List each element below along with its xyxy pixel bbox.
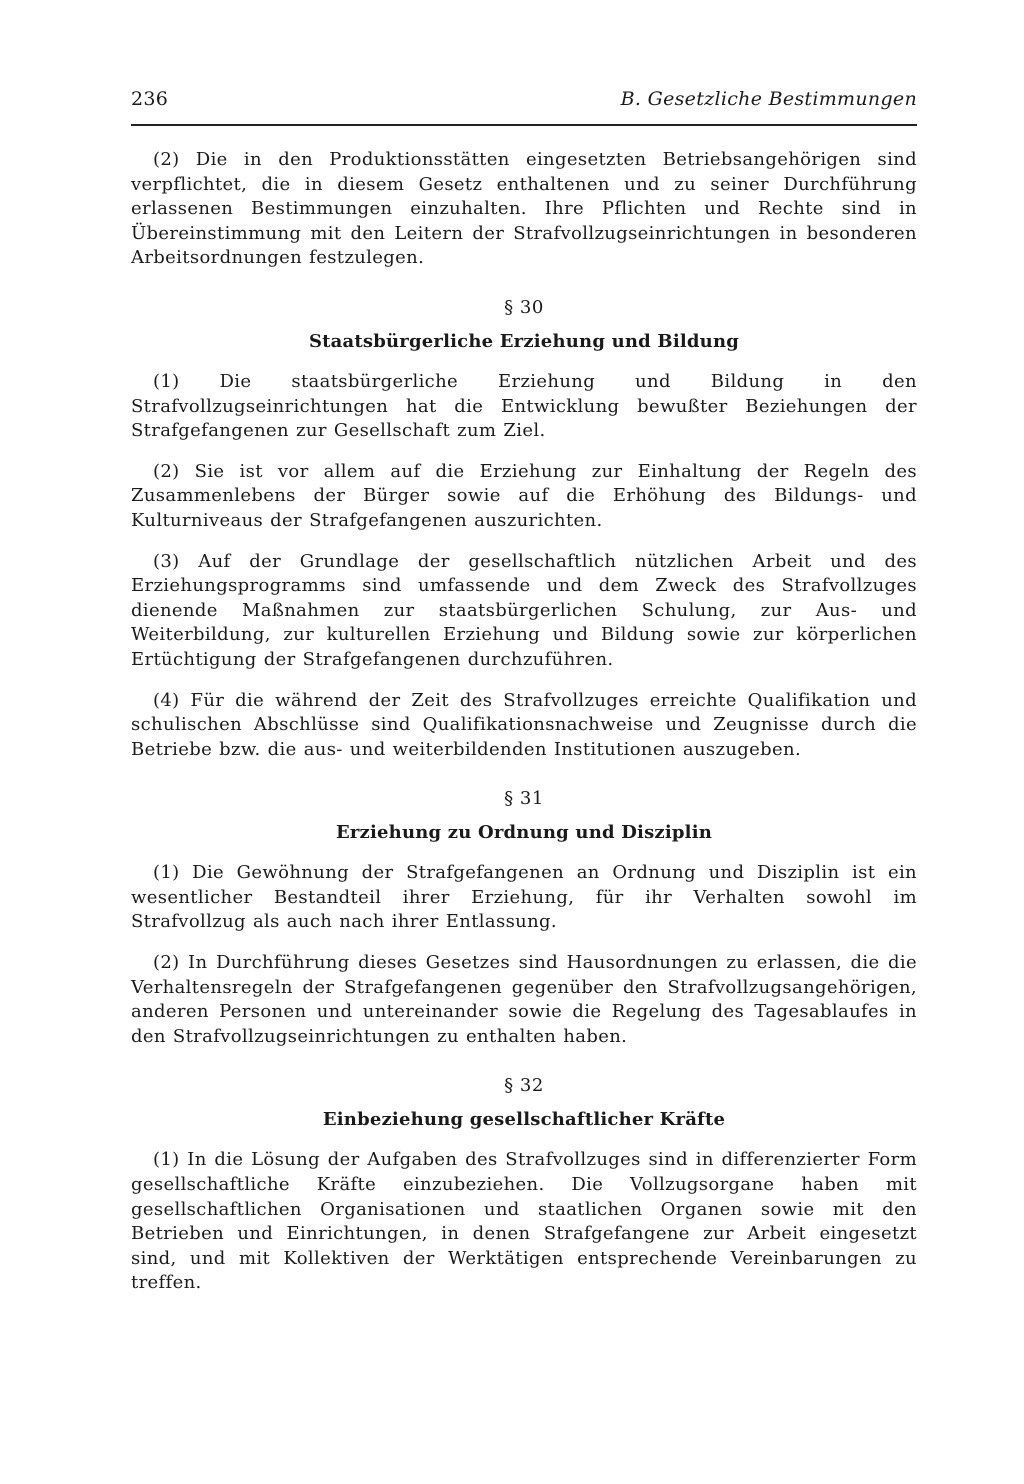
paragraph: (2) Sie ist vor allem auf die Erziehung zur Einhaltung der Regeln des Zusammenlebens der Bürger sowie auf die Erhöhung des Bildungs- und Kulturniveaus der Strafgefangenen auszurichten. — [131, 460, 917, 531]
section-heading: Staatsbürgerliche Erziehung und Bildung — [308, 330, 740, 352]
paragraph: (2) In Durchführung dieses Gesetzes sind Hausordnungen zu erlassen, die die Verhaltensregeln der Strafgefangenen gegenüber den Strafvollzugsangehörigen, anderen Personen und untereinander sowie die Regelung des Tagesablaufes in den Strafvollzugseinrichtungen zu enthalten haben. — [131, 952, 917, 1047]
section-31 — [131, 788, 917, 1049]
section-32 — [131, 1075, 917, 1296]
section-number: § 31 — [504, 788, 544, 810]
paragraph: (3) Auf der Grundlage der gesellschaftlich nützlichen Arbeit und des Erziehungsprogramms sind umfassende und dem Zweck des Strafvollzuges dienende Maßnahmen zur staatsbürgerlichen Schulung, zur Aus- und Weiterbildung, zur kulturellen Erziehung und Bildung sowie zur körperlichen Ertüchtigung der Strafgefangenen durchzuführen. — [131, 550, 917, 670]
section-30 — [131, 297, 917, 762]
paragraph: (1) Die Gewöhnung der Strafgefangenen an Ordnung und Disziplin ist ein wesentlicher Bestandteil ihrer Erziehung, für ihr Verhalten sowohl im Strafvollzug als auch nach ihrer Entlassung. — [131, 862, 917, 933]
running-head — [131, 88, 917, 126]
section-heading: Erziehung zu Ordnung und Disziplin — [335, 822, 713, 844]
paragraph: (2) Die in den Produktionsstätten eingesetzten Betriebsangehörigen sind verpflichtet, die in diesem Gesetz enthaltenen und zu seiner Durchführung erlassenen Bestimmungen einzuhalten. Ihre Pflichten und Rechte sind in Übereinstimmung mit den Leitern der Strafvollzugseinrichtungen in besonderen Arbeitsordnungen festzulegen. — [131, 149, 917, 269]
paragraph: (1) In die Lösung der Aufgaben des Strafvollzuges sind in differenzierter Form gesellschaftliche Kräfte einzubeziehen. Die Vollzugsorgane haben mit gesellschaftlichen Organisationen und staatlichen Organen sowie mit den Betrieben und Einrichtungen, in denen Strafgefangene zur Arbeit eingesetzt sind, und mit Kollektiven der Werktätigen entsprechende Vereinbarungen zu treffen. — [131, 1149, 917, 1294]
section-number: § 30 — [504, 296, 544, 318]
document-page — [131, 88, 917, 1312]
section-number: § 32 — [504, 1075, 544, 1097]
page-number: 236 — [131, 88, 169, 110]
paragraph: (1) Die staatsbürgerliche Erziehung und Bildung in den Strafvollzugseinrichtungen hat die Entwicklung bewußter Beziehungen der Strafgefangenen zur Gesellschaft zum Ziel. — [131, 370, 917, 442]
section-heading: Einbeziehung gesellschaftlicher Kräfte — [322, 1109, 726, 1131]
running-head-title: B. Gesetzliche Bestimmungen — [620, 88, 917, 110]
paragraph: (4) Für die während der Zeit des Strafvollzuges erreichte Qualifikation und schulischen Abschlüsse sind Qualifikationsnachweise und Zeugnisse durch die Betriebe bzw. die aus- und weiterbildenden Institutionen auszugeben. — [131, 689, 917, 760]
